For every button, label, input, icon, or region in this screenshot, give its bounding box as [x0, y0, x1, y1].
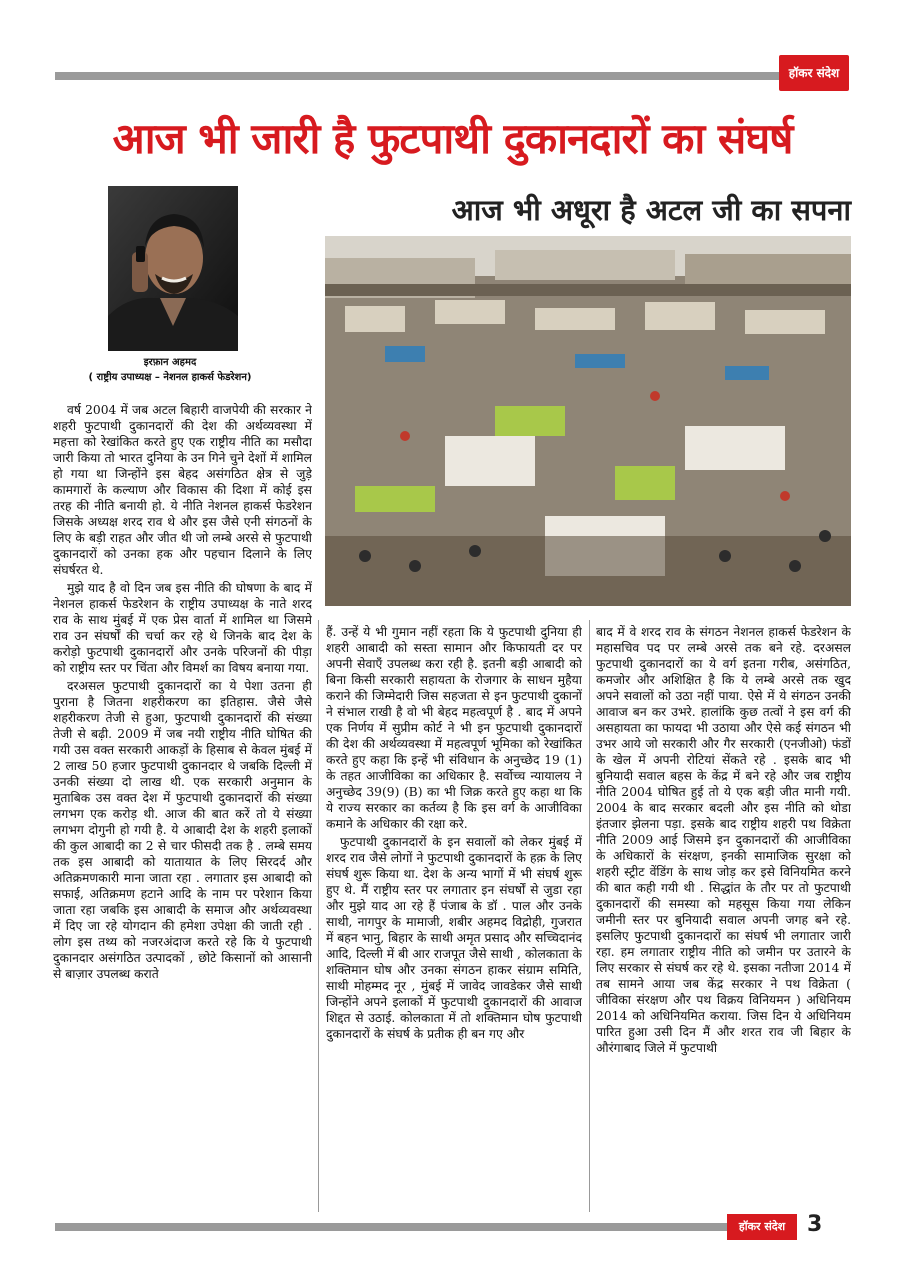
page-number: 3: [807, 1212, 823, 1237]
paragraph: वर्ष 2004 में जब अटल बिहारी वाजपेयी की सरकार ने शहरी फुटपाथी दुकानदारों की देश की अर्थव्यवस्था में महत्ता को रेखांकित करते हुए एक राष्ट्रीय नीति का मसौदा जारी किया तो भारत दुनिया के उन गिने चुने देशों में शामिल हो गया था जिन्होंने इस बेहद असंगठित क्षेत्र से जुड़े कामगारों के कल्याण और विकास की दिशा में कोई इस तरह की नीति बनायी हो. ये नीति नेशनल हाकर्स फेडरेशन जिसके अध्यक्ष शरद राव थे और इस जैसे एनी संगठनों के लिए के बड़ी राहत और जीत थी जो लम्बे अरसे से फुटपाथी दुकानदारों को उनका हक और पहचान दिलाने के लिए संघर्षरत थे.: [53, 403, 312, 577]
article-column-3: [596, 624, 851, 1210]
paragraph: दरअसल फुटपाथी दुकानदारों का ये पेशा उतना ही पुराना है जितना शहरीकरण का इतिहास. जैसे जैसे शहरीकरण तेजी से हुआ, फुटपाथी दुकानदारों की संख्या तेजी से बढ़ी. 2009 में जब नयी राष्ट्रीय नीति घोषित की गयी उस वक्त सरकारी आकड़ों के हिसाब से केवल मुंबई में 2 लाख 50 हजार फुटपाथी दुकानदार थे जबकि दिल्ली में उनकी संख्या दो लाख थी. एक सरकारी अनुमान के मुताबिक उस वक्त देश में फुटपाथी दुकानदारों की संख्या लगभग एक करोड़ थी. आज की बात करें तो ये संख्या लगभग दोगुनी हो गयी है. ये आबादी देश के शहरी इलाकों की कुल आबादी का 2 से चार फीसदी तक है . लम्बे समय तक इस आबादी को यातायात के लिए सिरदर्द और अतिक्रमणकारी माना जाता रहा . लगातार इस आबादी को सफाई, अतिक्रमण हटाने आदि के नाम पर परेशान किया जाता रहा जबकि इस आबादी के समाज और अर्थव्यवस्था में दिए जा रहे योगदान की हमेशा उपेक्षा की जाती रही . लोग इस तथ्य को नजरअंदाज करते रहे कि ये फुटपाथी दुकानदार असंगठित उत्पादकों , छोटे किसानों को आसानी से बाज़ार उपलब्ध कराते: [53, 679, 312, 981]
paragraph: हैं. उन्हें ये भी गुमान नहीं रहता कि ये फुटपाथी दुनिया ही शहरी आबादी को सस्ता सामान और किफायती दर पर अपनी सेवाएँ उपलब्ध करा रही है. इतनी बड़ी आबादी को बिना किसी सरकारी सहायता के रोजगार के साधन मुहैया कराने की जिम्मेदारी जिस सहजता से इन फुटपाथी दुकानों ने संभाल राखी है वो भी बेहद महत्वपूर्ण है . बाद में अपने एक निर्णय में सुप्रीम कोर्ट ने भी इन फुटपाथी दुकानदारों की देश की अर्थव्यवस्था में महत्वपूर्ण भूमिका को रेखांकित करते हुए कहा कि इन्हें भी संविधान के अनुच्छेद 19 (1) के तहत आजीविका का अधिकार है. सर्वोच्च न्यायालय ने अनुच्छेद 39(9) (B) का भी जिक्र करते हुए कहा था कि ये राज्य सरकार का कर्तव्य है कि इस वर्ग के आजीविका कमाने के अधिकार की रक्षा करे.: [326, 625, 582, 831]
paragraph: मुझे याद है वो दिन जब इस नीति की घोषणा के बाद में नेशनल हाकर्स फेडरेशन के राष्ट्रीय उपाध्यक्ष के नाते शरद राव के साथ मुंबई में एक प्रेस वार्ता में शामिल था जिसमे राव उन संघर्षों की चर्चा कर रहे थे जिनके बाद देश के करोड़ो फुटपाथी दुकानदारों और उनके परिजनों की पीड़ा को राष्ट्रीय स्तर पर चिंता और विमर्श का विषय बनाया गया.: [53, 581, 312, 675]
market-photo: [325, 236, 851, 606]
author-photo: [108, 186, 238, 351]
paragraph: बाद में वे शरद राव के संगठन नेशनल हाकर्स फेडरेशन के महासचिव पद पर लम्बे अरसे तक बने रहे. दरअसल फुटपाथी दुकानदारों का ये वर्ग इतना गरीब, असंगठित, कमजोर और अशिक्षित है कि ये लम्बे अरसे तक खुद अपने सवालों को उठा नहीं पाया. ऐसे में ये संगठन उनकी आवाज बन कर उभरे. हालांकि कुछ तत्वों ने इस वर्ग की असहायता का फायदा भी उठाया और ऐसे कई संगठन भी उभर आये जो सरकारी और गैर सरकारी (एनजीओ) फंडों के खेल में अपनी रोटियां सेंकते रहे . इसके बाद भी बुनियादी सवाल बहस के केंद्र में बने रहे और जब राष्ट्रीय नीति 2004 घोषित हुई तो ये एक बड़ी जीत मानी गयी. 2004 के बाद सरकार बदली और इस नीति को थोडा इंतजार झेलना पड़ा. इसके बाद राष्ट्रीय शहरी पथ विक्रेता नीति 2009 आई जिसमे इन दुकानदारों की आजीविका के अधिकारों के संरक्षण, इनकी सामाजिक सुरक्षा को शहरी स्ट्रीट वेंडिंग के साथ जोड़ कर इसे विनियमित करने की बात कही गयी थी . सिद्धांत के तौर पर तो फुटपाथी दुकानदारों की समस्या को महसूस किया गया लेकिन जमीनी स्तर पर बुनियादी सवाल अपनी जगह बने रहे. इसलिए फुटपाथी दुकानदारों का संघर्ष भी लगातार जारी रहा. हम लगातार राष्ट्रीय नीति को जमीन पर उतारने के लिए सरकार से संघर्ष कर रहे थे. इसका नतीजा 2014 में तब सामने आया जब केंद्र सरकार ने पथ विक्रेता ( जीविका संरक्षण और पथ विक्रय विनियमन ) अधिनियम 2014 को अधिनियमित कराया. जिस दिन ये अधिनियम पारित हुआ उसी दिन मैं और शरत राव जी बिहार के औरंगाबाद जिले में फुटपाथी: [596, 625, 851, 1055]
masthead-badge: हॉकर संदेश: [779, 55, 849, 91]
column-divider: [318, 620, 319, 1212]
top-rule: [55, 72, 780, 80]
article-column-1: [53, 402, 312, 1210]
subheadline: आज भी अधूरा है अटल जी का सपना: [451, 193, 851, 227]
paragraph: फुटपाथी दुकानदारों के इन सवालों को लेकर मुंबई में शरद राव जैसे लोगों ने फुटपाथी दुकानदारों के हक़ के लिए संघर्ष शुरू किया था. देश के अन्य भागों में भी संघर्ष शुरू हुए थे. मैं राष्ट्रीय स्तर पर लगातार इन संघर्षों से जुडा रहा और मुझे याद आ रहे हैं पंजाब के डॉ . पाल और उनके साथी, नागपुर के मामाजी, शबीर अहमद विद्रोही, गुजरात में बहन भानु, बिहार के साथी अमृत प्रसाद और सच्चिदानंद आदि, दिल्ली में बी आर राजपूत जैसे साथी , कोलकाता के शक्तिमान घोष और उनका संगठन हाकर संग्राम समिति, साथी मोहम्मद नूर , मुंबई में जावेद जावडेकर जैसे साथी जिन्होंने अपने इलाकों में फुटपाथी दुकानदारों की आवाज शिद्दत से उठाई. कोलकाता में तो शक्तिमान घोष फुटपाथी दुकानदारों के संघर्ष के प्रतीक ही बन गए और: [326, 835, 582, 1041]
author-caption: [64, 355, 276, 385]
footer-badge: हॉकर संदेश: [727, 1214, 797, 1240]
bottom-rule: [55, 1223, 727, 1231]
author-title: ( राष्ट्रीय उपाध्यक्ष – नेशनल हाकर्स फेडरेशन): [88, 372, 252, 383]
author-name: इरफ़ान अहमद: [143, 357, 197, 368]
column-divider: [589, 620, 590, 1212]
article-column-2: [326, 624, 582, 1210]
headline: आज भी जारी है फुटपाथी दुकानदारों का संघर्ष: [112, 114, 793, 163]
